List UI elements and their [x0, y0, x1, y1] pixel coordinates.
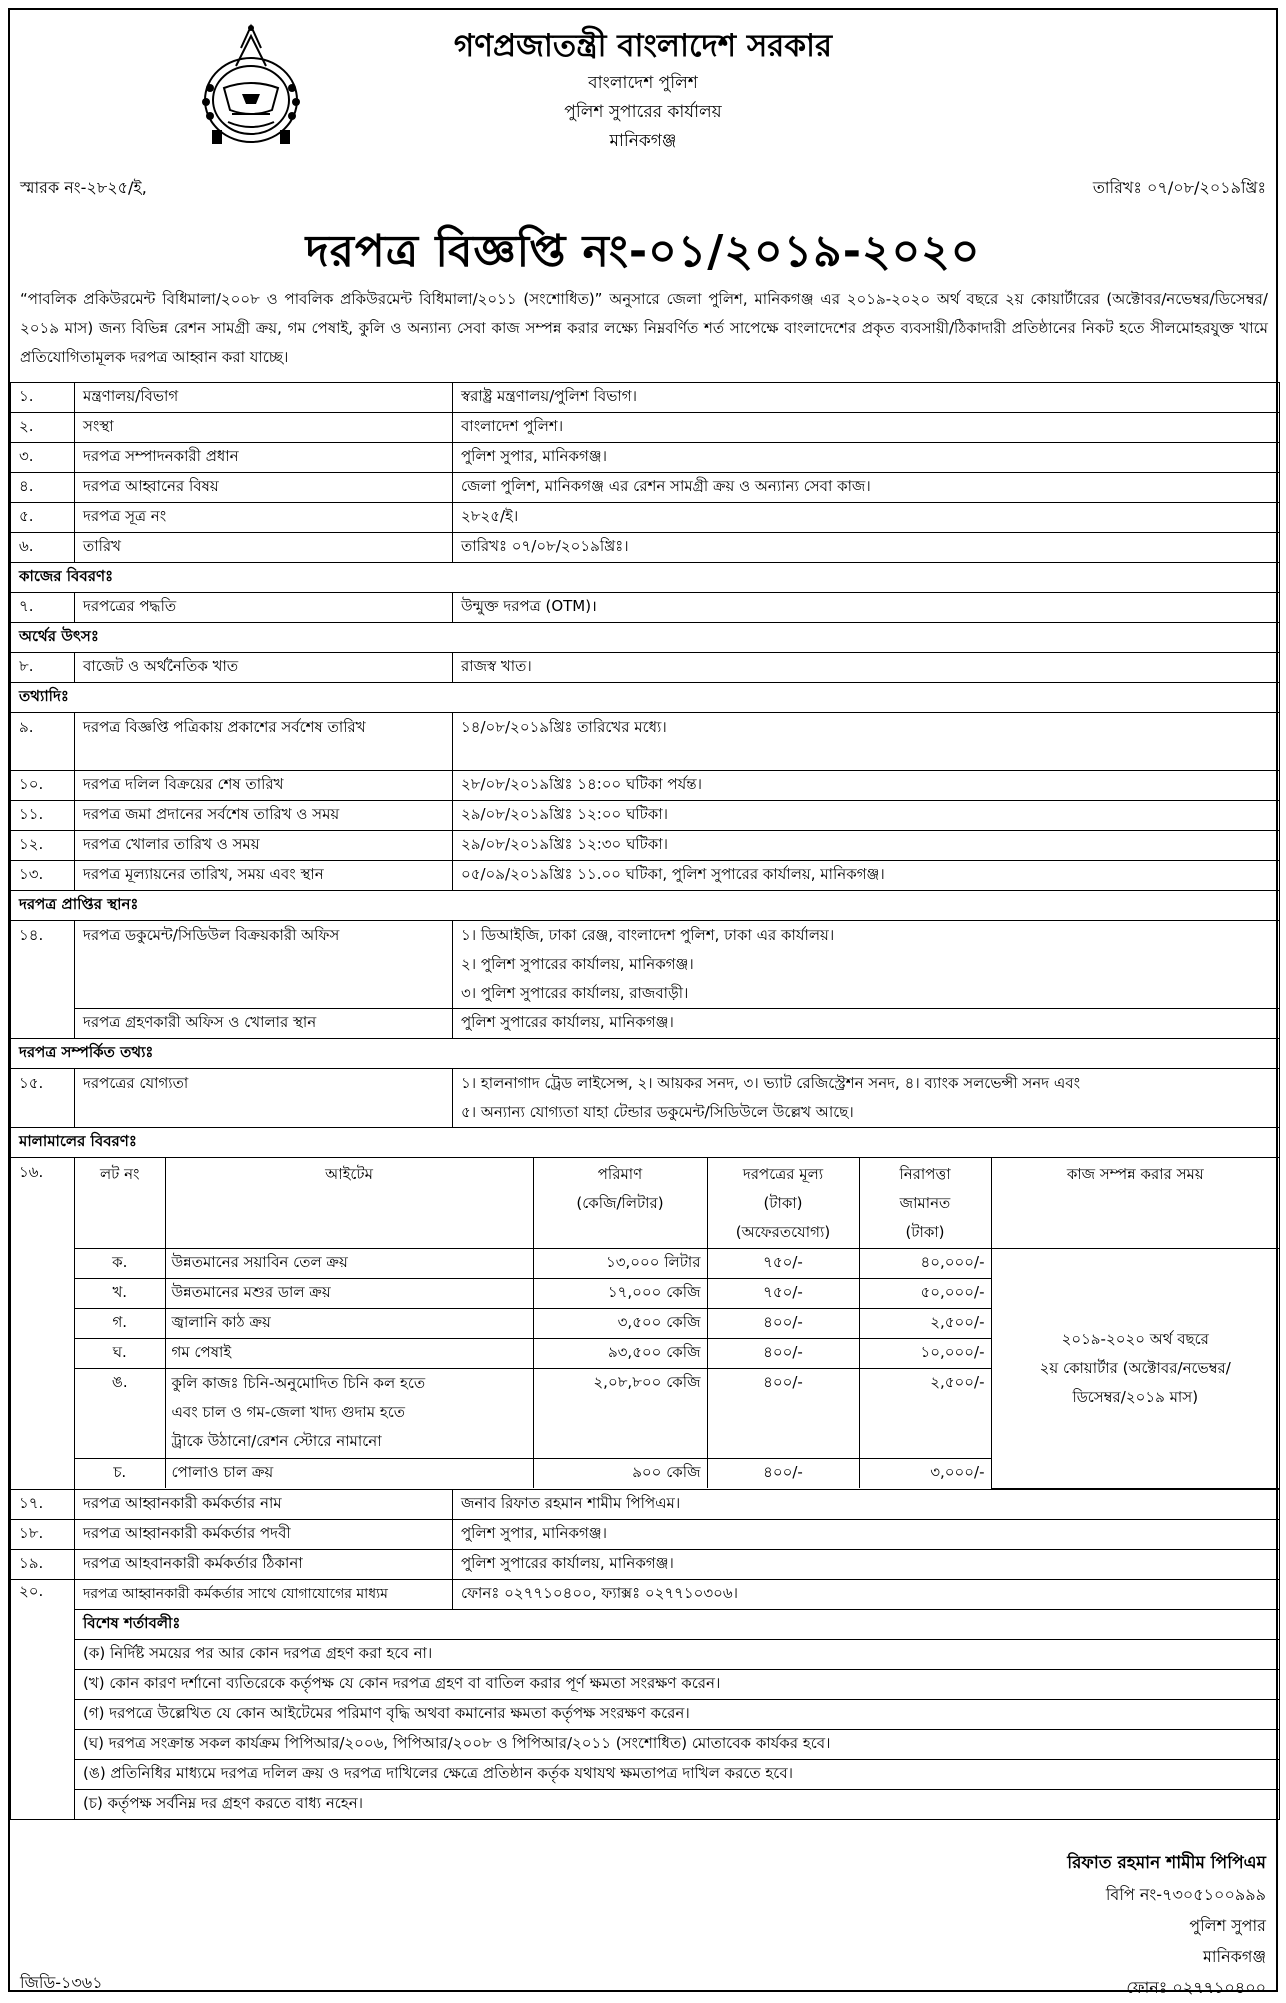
condition-row	[11, 1639, 1280, 1669]
column-header	[707, 1158, 859, 1248]
section-heading: তথ্যাদিঃ	[11, 683, 1280, 713]
header-line: নিরাপত্তা	[899, 1165, 951, 1183]
row-value	[453, 921, 1280, 1009]
row-label: দরপত্র আহ্বানকারী কর্মকর্তার পদবী	[75, 1519, 453, 1549]
item-price: ৪০০/-	[707, 1338, 859, 1368]
row-number: ১৫.	[11, 1069, 75, 1128]
signer-phone: ফোনঃ ০২৭৭১০৪০০	[1126, 1978, 1266, 1997]
header-line: (কেজি/লিটার)	[576, 1194, 664, 1212]
item-price: ৪০০/-	[707, 1368, 859, 1458]
list-item: ৩। পুলিশ সুপারের কার্যালয়, রাজবাড়ী।	[461, 984, 689, 1002]
row-value: ২৮২৫/ই।	[453, 503, 1280, 533]
item-name: জ্বালানি কাঠ ক্রয়	[165, 1308, 533, 1338]
row-number: ১১.	[11, 801, 75, 831]
list-item: ১। ডিআইজি, ঢাকা রেঞ্জ, বাংলাদেশ পুলিশ, ঢাকা এর কার্যালয়।	[461, 926, 835, 944]
section-row	[11, 683, 1280, 713]
header-line: (টাকা)	[763, 1194, 803, 1212]
row-number: ১৮.	[11, 1519, 75, 1549]
row-value: পুলিশ সুপারের কার্যালয়, মানিকগঞ্জ।	[453, 1009, 1280, 1039]
row-label: দরপত্র আহবানকারী কর্মকর্তার ঠিকানা	[75, 1549, 453, 1579]
row-label: দরপত্র সম্পাদনকারী প্রধান	[75, 443, 453, 473]
row-label: সংস্থা	[75, 413, 453, 443]
row-number: ৩.	[11, 443, 75, 473]
row-value: উন্মুক্ত দরপত্র (OTM)।	[453, 593, 1280, 623]
row-number: ১৩.	[11, 861, 75, 891]
row-label: দরপত্র আহ্বানের বিষয়	[75, 473, 453, 503]
item-line: ট্রাকে উঠানো/রেশন স্টোরে নামানো	[171, 1431, 382, 1450]
conditions-title-row	[11, 1609, 1280, 1639]
row-number: ৭.	[11, 593, 75, 623]
header-line: দরপত্রের মূল্য	[742, 1165, 824, 1183]
row-label: দরপত্র আহ্বানকারী কর্মকর্তার সাথে যোগাযোগের মাধ্যম	[75, 1579, 453, 1609]
condition-row	[11, 1699, 1280, 1729]
item-price: ৪০০/-	[707, 1308, 859, 1338]
row-value: তারিখঃ ০৭/০৮/২০১৯খ্রিঃ।	[453, 533, 1280, 563]
item-name: উন্নতমানের সয়াবিন তেল ক্রয়	[165, 1248, 533, 1278]
header-line: (অফেরতযোগ্য)	[735, 1223, 831, 1241]
column-header	[533, 1158, 707, 1248]
row-label: দরপত্র সূত্র নং	[75, 503, 453, 533]
column-header: আইটেম	[165, 1158, 533, 1248]
item-security: ২,৫০০/-	[859, 1368, 991, 1458]
row-value: রাজস্ব খাত।	[453, 653, 1280, 683]
section-heading: দরপত্র প্রাপ্তির স্থানঃ	[11, 891, 1280, 921]
time-line: ডিসেম্বর/২০১৯ মাস)	[1072, 1387, 1199, 1406]
row-label: দরপত্রের যোগ্যতা	[75, 1069, 453, 1128]
item-security: ৩,০০০/-	[859, 1458, 991, 1488]
item-quantity: ১৭,০০০ কেজি	[533, 1278, 707, 1308]
row-value: ২৯/০৮/২০১৯খ্রিঃ ১২:৩০ ঘটিকা।	[453, 831, 1280, 861]
conditions-title: বিশেষ শর্তাবলীঃ	[75, 1609, 1280, 1639]
row-label: বাজেট ও অর্থনৈতিক খাত	[75, 653, 453, 683]
signer-district: মানিকগঞ্জ	[1202, 1947, 1266, 1966]
item-line: কুলি কাজঃ চিনি-অনুমোদিত চিনি কল হতে	[171, 1373, 426, 1392]
row-value: জনাব রিফাত রহমান শামীম পিপিএম।	[453, 1489, 1280, 1519]
row-label: দরপত্র জমা প্রদানের সর্বশেষ তারিখ ও সময়	[75, 801, 453, 831]
header-line: পরিমাণ	[597, 1165, 643, 1183]
tender-notice	[8, 8, 1278, 1997]
time-line: ২য় কোয়ার্টার (অক্টোবর/নভেম্বর/	[1039, 1358, 1231, 1377]
row-number: ৪.	[11, 473, 75, 503]
row-value: পুলিশ সুপারের কার্যালয়, মানিকগঞ্জ।	[453, 1549, 1280, 1579]
section-heading: মালামালের বিবরণঃ	[11, 1128, 1280, 1158]
section-heading: কাজের বিবরণঃ	[11, 563, 1280, 593]
row-number: ৮.	[11, 653, 75, 683]
signer-title: পুলিশ সুপার	[1189, 1916, 1266, 1935]
table-row	[11, 503, 1280, 533]
header-line: জামানত	[899, 1194, 951, 1212]
row-number: ১২.	[11, 831, 75, 861]
item-quantity: ২,০৮,৮০০ কেজি	[533, 1368, 707, 1458]
condition-row	[11, 1759, 1280, 1789]
row-value: জেলা পুলিশ, মানিকগঞ্জ এর রেশন সামগ্রী ক্রয় ও অন্যান্য সেবা কাজ।	[453, 473, 1280, 503]
condition-item: (চ) কর্তৃপক্ষ সর্বনিম্ন দর গ্রহণ করতে বাধ্য নহেন।	[75, 1789, 1280, 1819]
column-header	[859, 1158, 991, 1248]
section-row	[11, 891, 1280, 921]
condition-item: (ঙ) প্রতিনিধির মাধ্যমে দরপত্র দলিল ক্রয় ও দরপত্র দাখিলের ক্ষেত্রে প্রতিষ্ঠান কর্তৃক যথাযথ ক্ষমতাপত্র দাখিল করতে হবে।	[75, 1759, 1280, 1789]
item-line: এবং চাল ও গম-জেলা খাদ্য গুদাম হতে	[171, 1402, 406, 1421]
header-line: (টাকা)	[905, 1223, 945, 1241]
row-number: ১৭.	[11, 1489, 75, 1519]
notice-date: তারিখঃ ০৭/০৮/২০১৯খ্রিঃ	[1092, 178, 1266, 197]
table-row	[11, 533, 1280, 563]
table-row	[11, 653, 1280, 683]
condition-row	[11, 1729, 1280, 1759]
lot-number: চ.	[75, 1458, 165, 1488]
table-row	[11, 1519, 1280, 1549]
table-row	[11, 713, 1280, 771]
row-value: পুলিশ সুপার, মানিকগঞ্জ।	[453, 1519, 1280, 1549]
condition-item: (ক) নির্দিষ্ট সময়ের পর আর কোন দরপত্র গ্রহণ করা হবে না।	[75, 1639, 1280, 1669]
lot-number: ক.	[75, 1248, 165, 1278]
section-row	[11, 563, 1280, 593]
lot-number: ঘ.	[75, 1338, 165, 1368]
row-number: ১৪.	[11, 921, 75, 1039]
row-label: দরপত্র বিজ্ঞপ্তি পত্রিকায় প্রকাশের সর্বশেষ তারিখ	[75, 713, 453, 771]
row-label: দরপত্রের পদ্ধতি	[75, 593, 453, 623]
row-value	[453, 1069, 1280, 1128]
table-row	[11, 1489, 1280, 1519]
row-number: ১.	[11, 383, 75, 413]
table-row	[11, 383, 1280, 413]
row-value: বাংলাদেশ পুলিশ।	[453, 413, 1280, 443]
item-security: ১০,০০০/-	[859, 1338, 991, 1368]
section-row	[11, 1128, 1280, 1158]
row-label: তারিখ	[75, 533, 453, 563]
row-value: ১৪/০৮/২০১৯খ্রিঃ তারিখের মধ্যে।	[453, 713, 1280, 771]
table-row	[11, 921, 1280, 1009]
row-value: ০৫/০৯/২০১৯খ্রিঃ ১১.০০ ঘটিকা, পুলিশ সুপারের কার্যালয়, মানিকগঞ্জ।	[453, 861, 1280, 891]
table-row	[11, 413, 1280, 443]
signer-bp-number: বিপি নং-৭৩০৫১০০৯৯৯	[1105, 1885, 1266, 1904]
table-row	[11, 801, 1280, 831]
condition-item: (গ) দরপত্রে উল্লেখিত যে কোন আইটেমের পরিমাণ বৃদ্ধি অথবা কমানোর ক্ষমতা কর্তৃপক্ষ সংরক্ষণ করেন।	[75, 1699, 1280, 1729]
section-heading: অর্থের উৎসঃ	[11, 623, 1280, 653]
list-item: ২। পুলিশ সুপারের কার্যালয়, মানিকগঞ্জ।	[461, 955, 694, 973]
intro-paragraph: “পাবলিক প্রকিউরমেন্ট বিধিমালা/২০০৮ ও পাবলিক প্রকিউরমেন্ট বিধিমালা/২০১১ (সংশোধিত)” অনুসারে জেলা পুলিশ, মানিকগঞ্জ এর ২০১৯-২০২০ অর্থ বছরে ২য় কোয়ার্টারের (অক্টোবর/নভেম্বর/ডিসেম্বর/২০১৯ মাস) জন্য বিভিন্ন রেশন সামগ্রী ক্রয়, গম পেষাই, কুলি ও অন্যান্য সেবা কাজ সম্পন্ন করার লক্ষ্যে নিম্নবর্ণিত শর্ত সাপেক্ষে বাংলাদেশের প্রকৃত ব্যবসায়ী/ঠিকাদারী প্রতিষ্ঠানের নিকট হতে সীলমোহরযুক্ত খামে প্রতিযোগিতামূলক দরপত্র আহ্বান করা যাচ্ছে।	[20, 290, 1268, 366]
item-price: ৭৫০/-	[707, 1248, 859, 1278]
row-value: ফোনঃ ০২৭৭১০৪০০, ফ্যাক্সঃ ০২৭৭১০৩০৬।	[453, 1579, 1280, 1609]
goods-table-wrap	[75, 1158, 1280, 1490]
item-security: ৪০,০০০/-	[859, 1248, 991, 1278]
item-quantity: ১৩,০০০ লিটার	[533, 1248, 707, 1278]
condition-item: (খ) কোন কারণ দর্শানো ব্যতিরেকে কর্তৃপক্ষ যে কোন দরপত্র গ্রহণ বা বাতিল করার পূর্ণ ক্ষমতা সংরক্ষণ করেন।	[75, 1669, 1280, 1699]
row-number: ২.	[11, 413, 75, 443]
table-row	[75, 1248, 1279, 1278]
section-heading: দরপত্র সম্পর্কিত তথ্যঃ	[11, 1039, 1280, 1069]
goods-table	[75, 1158, 1279, 1489]
row-label: দরপত্র আহ্বানকারী কর্মকর্তার নাম	[75, 1489, 453, 1519]
signature-block	[1067, 1848, 1266, 2003]
table-row	[11, 1579, 1280, 1609]
list-item: ৫। অন্যান্য যোগ্যতা যাহা টেন্ডার ডকুমেন্ট/সিডিউলে উল্লেখ আছে।	[461, 1103, 854, 1121]
signer-name: রিফাত রহমান শামীম পিপিএম	[1067, 1853, 1266, 1873]
column-header: লট নং	[75, 1158, 165, 1248]
row-label: দরপত্র দলিল বিক্রয়ের শেষ তারিখ	[75, 771, 453, 801]
office-name: পুলিশ সুপারের কার্যালয়	[564, 102, 722, 122]
condition-row	[11, 1669, 1280, 1699]
tender-table	[10, 382, 1280, 1820]
row-number: ৬.	[11, 533, 75, 563]
goods-header	[75, 1158, 1279, 1248]
item-name: পোলাও চাল ক্রয়	[165, 1458, 533, 1488]
table-row	[11, 861, 1280, 891]
row-value: স্বরাষ্ট্র মন্ত্রণালয়/পুলিশ বিভাগ।	[453, 383, 1280, 413]
goods-row	[11, 1158, 1280, 1490]
table-row	[11, 443, 1280, 473]
lot-number: খ.	[75, 1278, 165, 1308]
row-value: ২৯/০৮/২০১৯খ্রিঃ ১২:০০ ঘটিকা।	[453, 801, 1280, 831]
completion-time	[991, 1248, 1279, 1488]
item-security: ২,৫০০/-	[859, 1308, 991, 1338]
item-quantity: ৯৩,৫০০ কেজি	[533, 1338, 707, 1368]
row-value: ২৮/০৮/২০১৯খ্রিঃ ১৪:০০ ঘটিকা পর্যন্ত।	[453, 771, 1280, 801]
item-name: উন্নতমানের মশুর ডাল ক্রয়	[165, 1278, 533, 1308]
row-label: দরপত্র খোলার তারিখ ও সময়	[75, 831, 453, 861]
page-title: দরপত্র বিজ্ঞপ্তি নং-০১/২০১৯-২০২০	[305, 226, 981, 277]
section-row	[11, 1039, 1280, 1069]
row-label: দরপত্র গ্রহণকারী অফিস ও খোলার স্থান	[75, 1009, 453, 1039]
government-name: গণপ্রজাতন্ত্রী বাংলাদেশ সরকার	[453, 28, 833, 64]
list-item: ১। হালনাগাদ ট্রেড লাইসেন্স, ২। আয়কর সনদ, ৩। ভ্যাট রেজিস্ট্রেশন সনদ, ৪। ব্যাংক সলভেন্সী সনদ এবং	[461, 1074, 1081, 1092]
row-label: দরপত্র মূল্যায়নের তারিখ, সময় এবং স্থান	[75, 861, 453, 891]
row-label: মন্ত্রণালয়/বিভাগ	[75, 383, 453, 413]
section-row	[11, 623, 1280, 653]
table-row	[11, 593, 1280, 623]
row-number: ১৯.	[11, 1549, 75, 1579]
district-name: মানিকগঞ্জ	[609, 131, 677, 151]
item-security: ৫০,০০০/-	[859, 1278, 991, 1308]
condition-item: (ঘ) দরপত্র সংক্রান্ত সকল কার্যক্রম পিপিআর/২০০৬, পিপিআর/২০০৮ ও পিপিআর/২০১১ (সংশোধিত) মোতাবেক কার্যকর হবে।	[75, 1729, 1280, 1759]
item-name	[165, 1368, 533, 1458]
item-price: ৭৫০/-	[707, 1278, 859, 1308]
table-row	[11, 831, 1280, 861]
table-row	[11, 1069, 1280, 1128]
table-row	[11, 1009, 1280, 1039]
row-number: ১৬.	[11, 1158, 75, 1490]
table-row	[11, 473, 1280, 503]
lot-number: ঙ.	[75, 1368, 165, 1458]
row-number: ৯.	[11, 713, 75, 771]
time-line: ২০১৯-২০২০ অর্থ বছরে	[1061, 1329, 1209, 1348]
table-row	[11, 1549, 1280, 1579]
item-name: গম পেষাই	[165, 1338, 533, 1368]
lot-number: গ.	[75, 1308, 165, 1338]
table-row	[11, 771, 1280, 801]
item-price: ৪০০/-	[707, 1458, 859, 1488]
gd-number: জিডি-১৩৬১	[20, 1973, 103, 1992]
row-number: ২০.	[11, 1579, 75, 1819]
row-value: পুলিশ সুপার, মানিকগঞ্জ।	[453, 443, 1280, 473]
memo-number: স্মারক নং-২৮২৫/ই,	[20, 178, 147, 197]
column-header: কাজ সম্পন্ন করার সময়	[991, 1158, 1279, 1248]
row-number: ১০.	[11, 771, 75, 801]
department-name: বাংলাদেশ পুলিশ	[588, 73, 698, 93]
row-number: ৫.	[11, 503, 75, 533]
condition-row	[11, 1789, 1280, 1819]
row-label: দরপত্র ডকুমেন্ট/সিডিউল বিক্রয়কারী অফিস	[75, 921, 453, 1009]
item-quantity: ৩,৫০০ কেজি	[533, 1308, 707, 1338]
item-quantity: ৯০০ কেজি	[533, 1458, 707, 1488]
